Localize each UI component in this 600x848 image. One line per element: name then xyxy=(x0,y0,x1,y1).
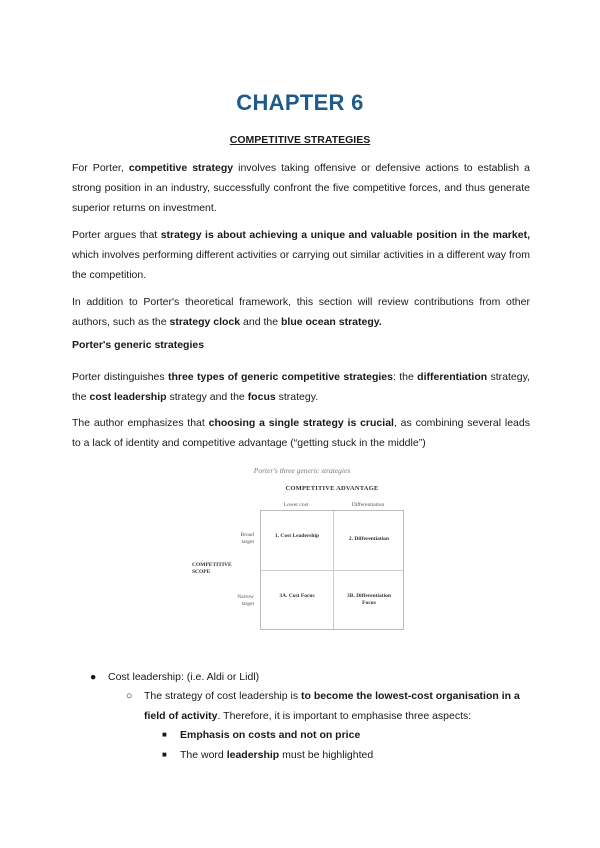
document-page: CHAPTER 6 COMPETITIVE STRATEGIES For Porter, competitive strategy involves taking offensive or defensive actions to establish a strong position in an industry, successfully confront the five competitive forces, and thus generate superior returns on investment. Porter argues that strategy is about achieving a unique and valuable position in the market, which involves performing different activities or carrying out similar activities in a different way from the competition. In addition to Porter's theoretical framework, this section will review contributions from other authors, such as the strategy clock and the blue ocean strategy. Porter's generic strategies Porter distinguishes three types of generic competitive strategies: the differentiation strategy, the cost leadership strategy and the focus strategy. The author emphasizes that choosing a single strategy is crucial, as combining several leads to a lack of identity and competitive advantage (“getting stuck in the middle”) Porter's three generic strategies COMPETITIVE ADVANTAGE Lower cost Differentiation Broad target Narrow target COMPETITIVE SCOPE 1. Cost Leadership 2. Differentiation 3A. Cost Focus 3B. Differentiation Focus ● Cost leadership: (i.e. Aldi or Lidl) ○ The strategy of cost leadership is to become the lowest-cost organisation in a field of activity. Therefore, it is important to emphasise three aspects: ■ Emphasis on costs and not on price ■ The word leadership must be highlighted xyxy=(0,0,600,848)
column-lower-cost: Lower cost xyxy=(283,502,309,508)
paragraph-three-types: Porter distinguishes three types of generic competitive strategies: the differentiation strategy, the cost leadership strategy and the focus strategy. xyxy=(72,371,530,403)
row-broad-target: Broad target xyxy=(240,532,254,545)
paragraph-single-strategy: The author emphasizes that choosing a single strategy is crucial, as combining several leads to a lack of identity and competitive advantage (“getting stuck in the middle”) xyxy=(72,417,530,449)
cell-differentiation-focus: 3B. Differentiation Focus xyxy=(347,593,391,606)
figure-caption: Porter's three generic strategies xyxy=(253,466,351,475)
cell-cost-leadership: 1. Cost Leadership xyxy=(274,533,320,539)
generic-strategies-figure xyxy=(192,466,412,636)
cell-cost-focus: 3A. Cost Focus xyxy=(279,593,315,599)
paragraph-competitive-strategy: For Porter, competitive strategy involves taking offensive or defensive actions to establish a strong position in an industry, successfully confront the five competitive forces, and thus generate superior returns on investment. xyxy=(72,162,531,214)
grid-horizontal-divider xyxy=(261,570,403,571)
cell-differentiation: 2. Differentiation xyxy=(348,536,390,542)
subsubbullet-emphasis-costs: ■ Emphasis on costs and not on price xyxy=(162,725,360,745)
subheading-generic-strategies: Porter's generic strategies xyxy=(72,339,205,351)
bullet-cost-leadership: ● Cost leadership: (i.e. Aldi or Lidl) xyxy=(90,667,259,687)
column-differentiation: Differentiation xyxy=(351,502,385,508)
bullet-square-icon: ■ xyxy=(162,750,167,759)
competitive-advantage-label: COMPETITIVE ADVANTAGE xyxy=(285,485,379,492)
strategy-matrix-grid xyxy=(260,510,404,630)
paragraph-additional-frameworks: In addition to Porter's theoretical framework, this section will review contributions from other authors, such as the strategy clock and the blue ocean strategy. xyxy=(72,296,530,328)
subsubbullet-leadership-word: ■ The word leadership must be highlighted xyxy=(162,745,373,765)
competitive-scope-label: COMPETITIVE SCOPE xyxy=(192,562,232,575)
chapter-title: CHAPTER 6 xyxy=(236,90,364,115)
row-narrow-target: Narrow target xyxy=(237,594,254,607)
section-title: COMPETITIVE STRATEGIES xyxy=(229,134,371,146)
paragraph-porter-argues: Porter argues that strategy is about achieving a unique and valuable position in the market, which involves performing different activities or carrying out similar activities in a different way from the competition. xyxy=(72,229,530,281)
bullet-dot-icon: ● xyxy=(90,671,97,683)
bullet-circle-icon: ○ xyxy=(126,690,133,702)
bullet-square-icon: ■ xyxy=(162,730,167,739)
